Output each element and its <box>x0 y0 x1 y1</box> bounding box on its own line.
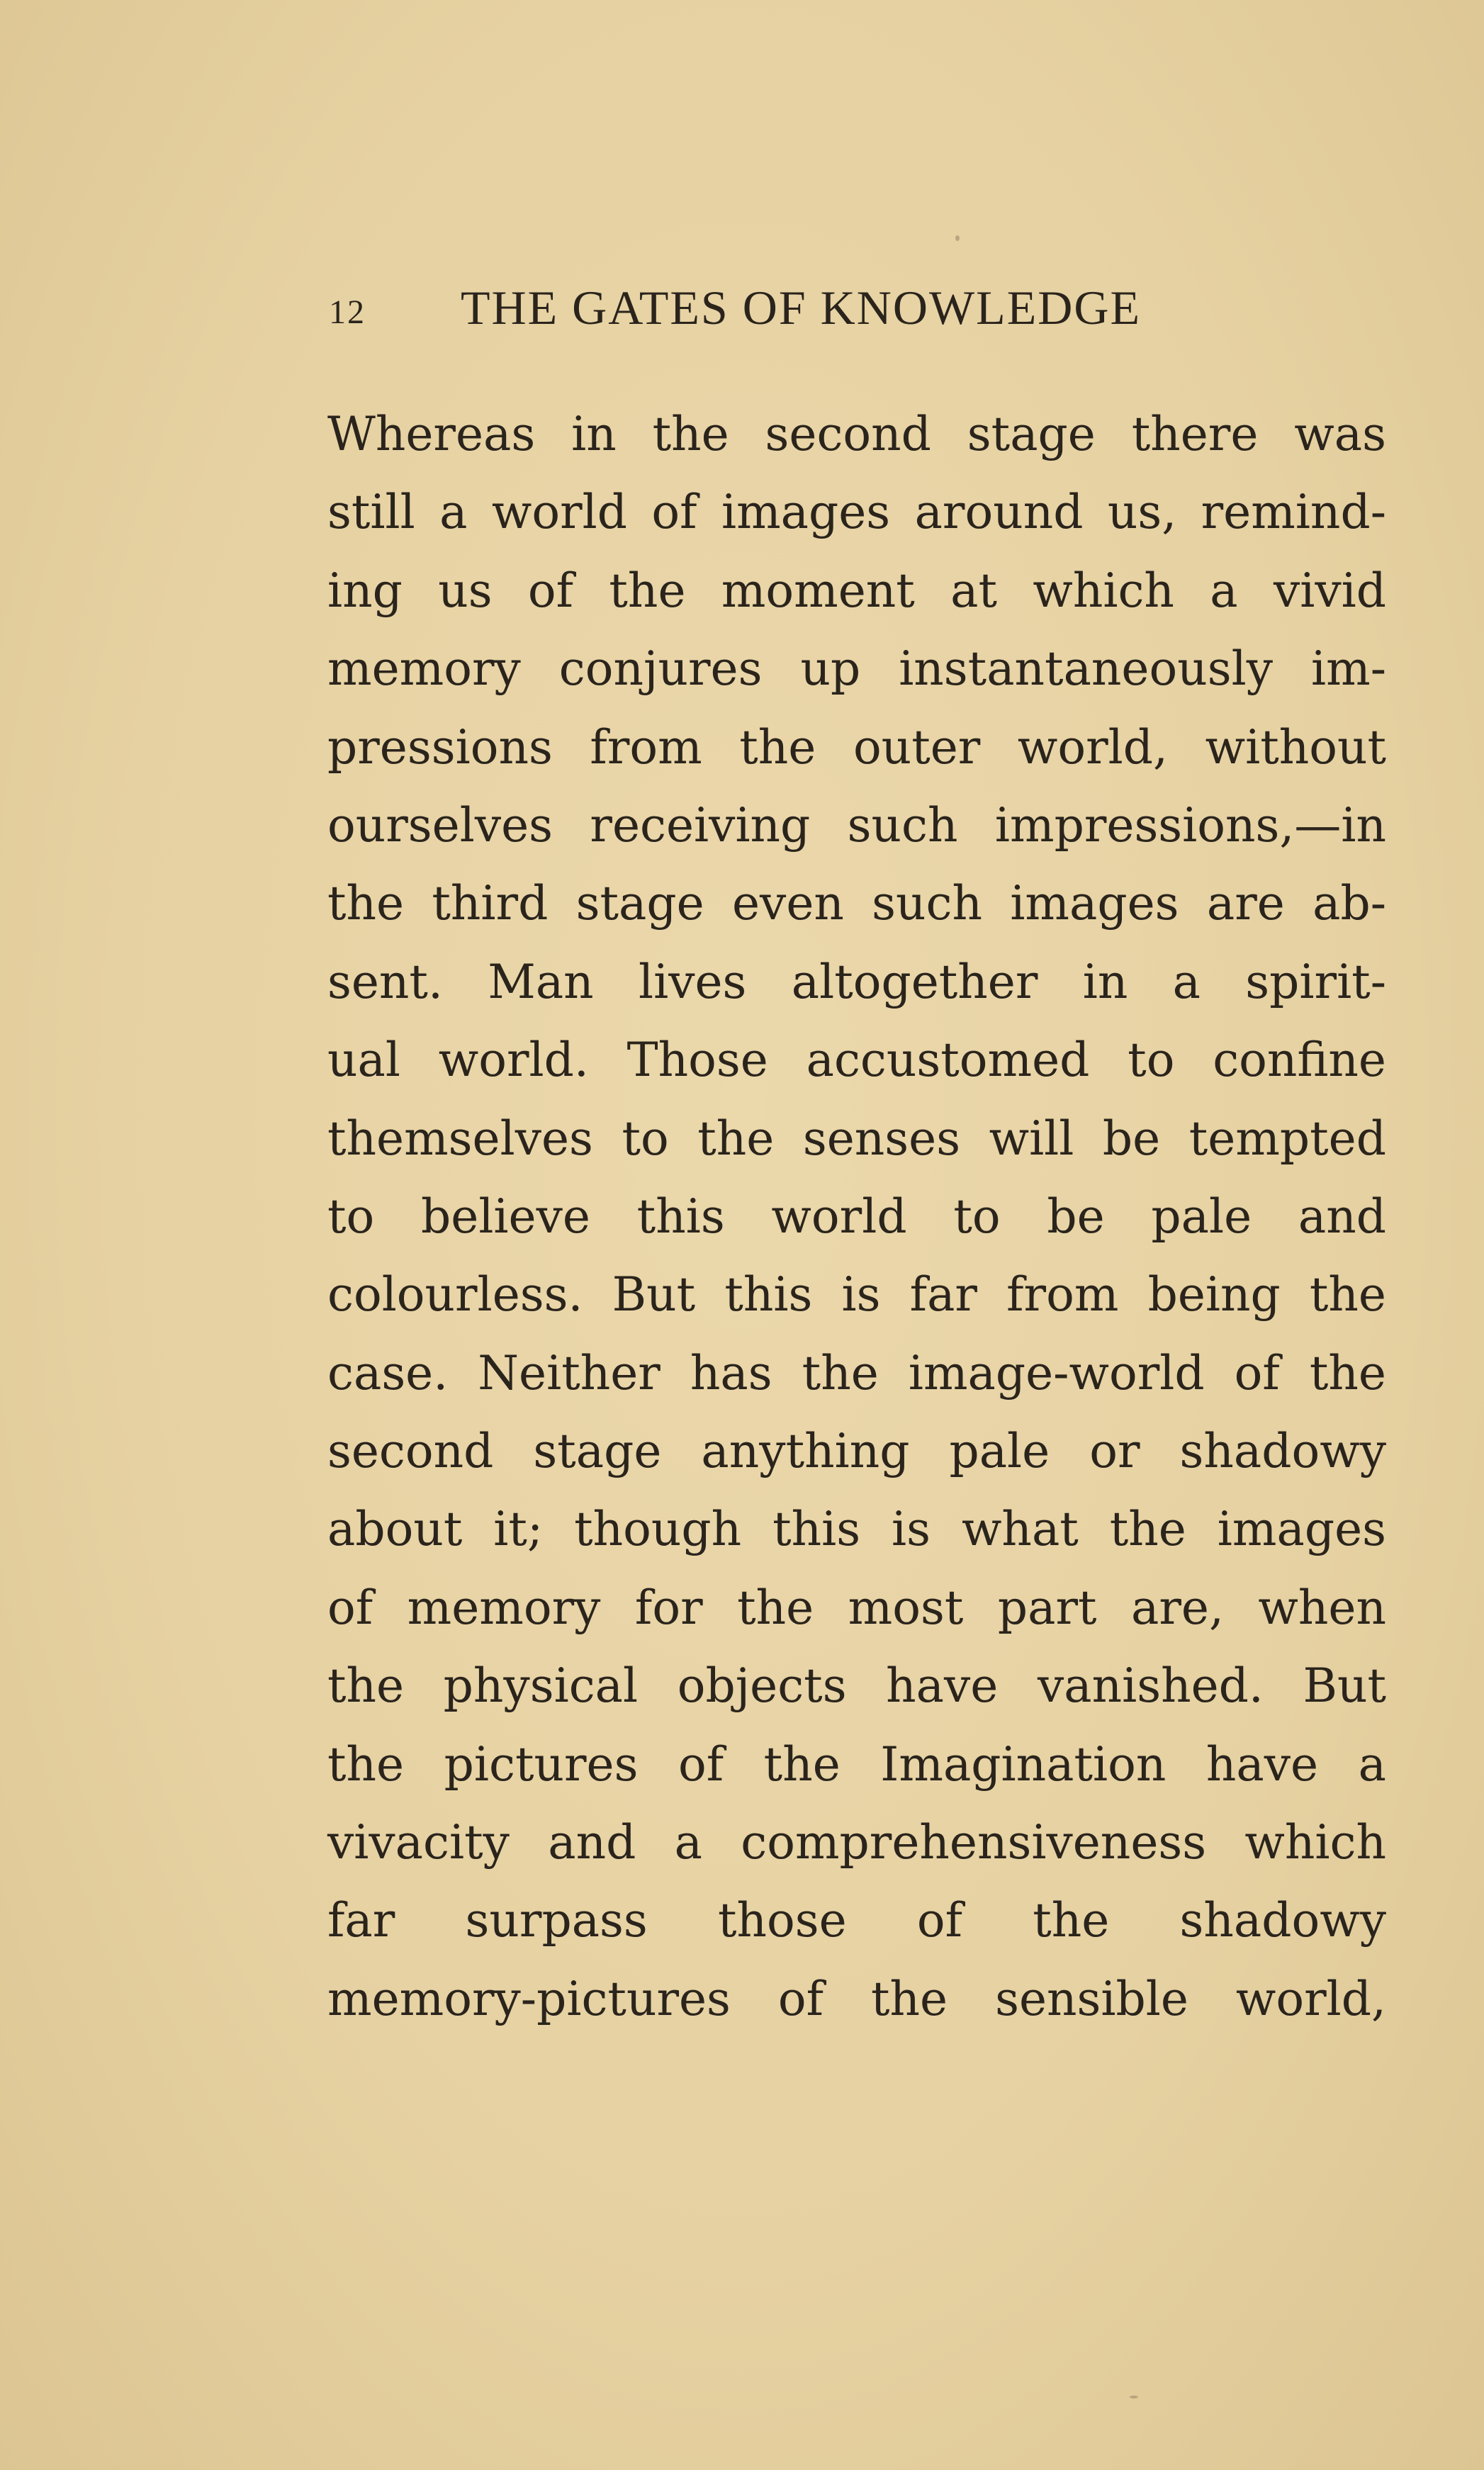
text-line: to believe this world to be pale and <box>327 1189 1386 1244</box>
running-title: THE GATES OF KNOWLEDGE <box>461 281 1142 335</box>
text-line: pressions from the outer world, without <box>327 719 1386 775</box>
text-line: colourless. But this is far from being the <box>327 1267 1386 1323</box>
text-line: the third stage even such images are ab- <box>327 876 1386 931</box>
text-line: ourselves receiving such impressions,—in <box>327 797 1386 853</box>
text-line: case. Neither has the image-world of the <box>327 1345 1386 1400</box>
paper-speck <box>955 235 960 241</box>
paper-speck <box>1130 2396 1138 2398</box>
text-line: about it; though this is what the images <box>327 1502 1386 1557</box>
text-line: of memory for the most part are, when <box>327 1580 1386 1635</box>
text-line: vivacity and a comprehensiveness which <box>327 1815 1386 1870</box>
text-line: ing us of the moment at which a vivid <box>327 563 1386 618</box>
text-line: Whereas in the second stage there was <box>327 407 1386 461</box>
text-line: memory conjures up instantaneously im- <box>327 641 1386 697</box>
running-head <box>329 280 1388 337</box>
text-line: still a world of images around us, remind- <box>327 485 1386 540</box>
text-line: the pictures of the Imagination have a <box>327 1736 1386 1792</box>
text-line: the physical objects have vanished. But <box>327 1658 1386 1714</box>
text-line: sent. Man lives altogether in a spirit- <box>327 954 1386 1009</box>
body-text <box>327 395 1386 2038</box>
text-line: second stage anything pale or shadowy <box>327 1424 1386 1479</box>
text-line: far surpass those of the shadowy <box>327 1893 1386 1948</box>
text-line: ual world. Those accustomed to confine <box>327 1033 1386 1088</box>
page-number: 12 <box>329 293 366 331</box>
text-line: memory-pictures of the sensible world, <box>327 1971 1386 2026</box>
text-line: themselves to the senses will be tempted <box>327 1111 1386 1166</box>
